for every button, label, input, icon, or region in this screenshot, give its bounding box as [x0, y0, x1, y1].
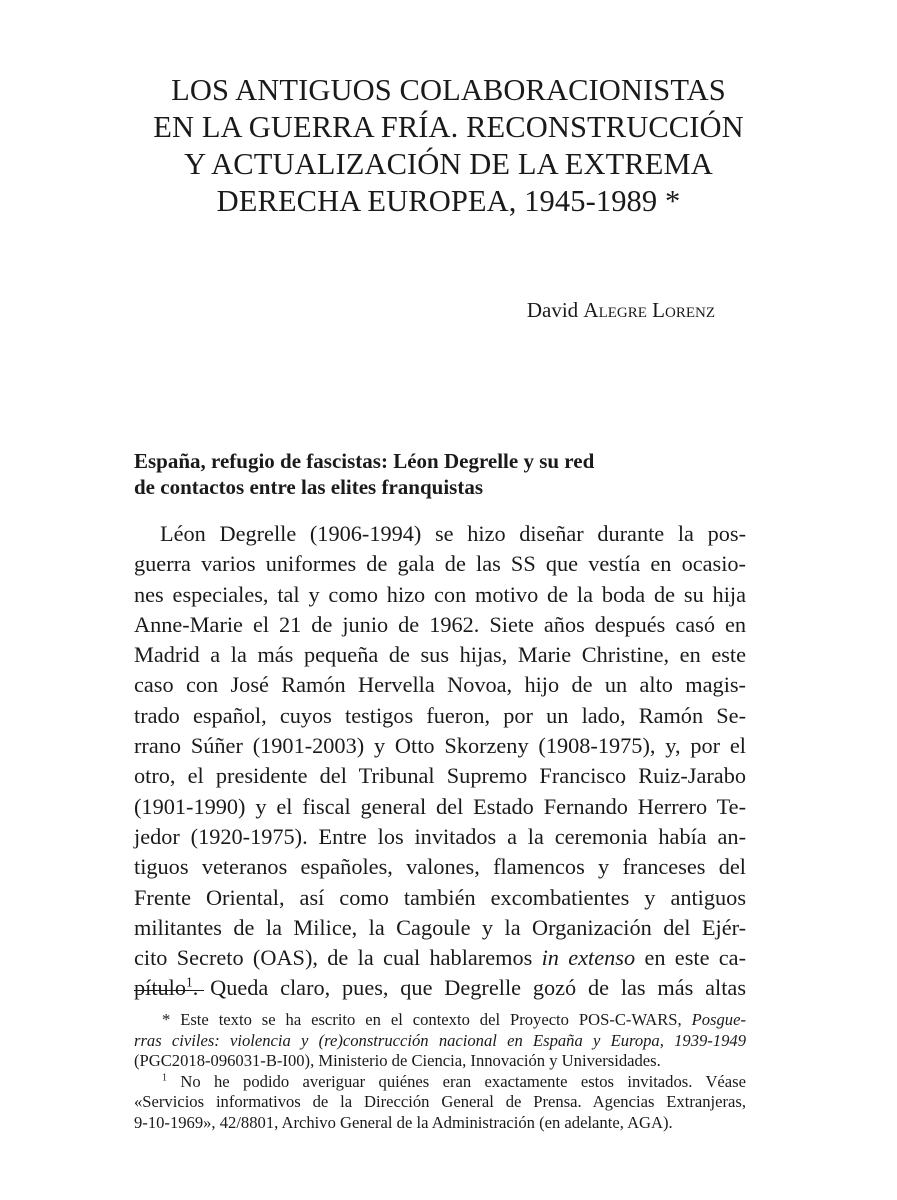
body-line: Anne-Marie el 21 de junio de 1962. Siete años después casó en [134, 611, 746, 637]
footnote-separator [134, 990, 204, 991]
body-line: Léon Degrelle (1906-1994) se hizo diseñar durante la pos- [160, 521, 746, 546]
body-line: Frente Oriental, así como también excombatientes y antiguos [134, 884, 746, 910]
body-text-fragment: cito Secreto (OAS), de la cual hablaremos [134, 945, 542, 971]
footnote-line [134, 1010, 746, 1031]
footnote-line: «Servicios informativos de la Dirección General de Prensa. Agencias Extranjeras, [134, 1092, 746, 1111]
title-footnote-mark: * [657, 184, 681, 218]
footnote-italic: Posgue- [691, 1010, 746, 1029]
body-line: rrano Súñer (1901-2003) y Otto Skorzeny (1908-1975), y, por el [134, 733, 746, 759]
body-line: jedor (1920-1975). Entre los invitados a la ceremonia había an- [134, 823, 746, 849]
title-line: Y ACTUALIZACIÓN DE LA EXTREMA [184, 147, 713, 181]
title-line: EN LA GUERRA FRÍA. RECONSTRUCCIÓN [153, 110, 744, 144]
body-line: nes especiales, tal y como hizo con motivo de la boda de su hija [134, 581, 746, 607]
body-line: otro, el presidente del Tribunal Supremo Francisco Ruiz-Jarabo [134, 763, 746, 789]
footnote-line: (PGC2018-096031-B-I00), Ministerio de Ciencia, Innovación y Universidades. [134, 1051, 661, 1070]
body-text-fragment: . Queda claro, pues, que Degrelle gozó de las más altas [192, 975, 746, 1001]
title-text: DERECHA EUROPEA, 1945-1989 [216, 184, 658, 218]
section-heading-line: España, refugio de fascistas: Léon Degrelle y su red [134, 449, 595, 473]
footnote-number: 1 [162, 1071, 167, 1083]
body-text-fragment: en este ca- [635, 945, 747, 971]
body-line [134, 943, 746, 973]
author-surname: Alegre Lorenz [583, 298, 715, 322]
footnote-reference[interactable]: 1 [186, 975, 193, 991]
body-line: caso con José Ramón Hervella Novoa, hijo de un alto magis- [134, 672, 746, 698]
footnotes [134, 1010, 746, 1133]
title-line [100, 183, 797, 220]
body-paragraph [134, 519, 746, 1004]
body-text-fragment: pítulo [134, 975, 187, 1001]
body-line: militantes de la Milice, la Cagoule y la Organización del Ejér- [134, 914, 746, 940]
section-heading [134, 448, 774, 500]
author-first-name: David [526, 298, 579, 322]
footnote-italic: rras civiles: violencia y (re)construcción nacional en España y Europa, 1939-1949 [134, 1030, 746, 1050]
title-line: LOS ANTIGUOS COLABORACIONISTAS [171, 73, 726, 107]
section-heading-line: de contactos entre las elites franquistas [134, 475, 483, 499]
body-line: (1901-1990) y el fiscal general del Estado Fernando Herrero Te- [134, 793, 746, 819]
footnote-line: 9-10-1969», 42/8801, Archivo General de la Administración (en adelante, AGA). [134, 1112, 673, 1132]
body-line: guerra varios uniformes de gala de las SS que vestía en ocasio- [134, 551, 746, 577]
italic-phrase: in extenso [541, 945, 636, 971]
footnote-line [134, 1031, 746, 1052]
body-line: tiguos veteranos españoles, valones, flamencos y franceses del [134, 854, 746, 880]
footnote-text: Este texto se ha escrito en el contexto del Proyecto POS-C-WARS, [170, 1010, 692, 1029]
footnote-line [134, 1072, 746, 1093]
footnote-text: No he podido averiguar quiénes eran exactamente estos invitados. Véase [166, 1071, 746, 1091]
body-line [134, 973, 746, 1003]
body-line: Madrid a la más pequeña de sus hijas, Marie Christine, en este [134, 642, 746, 668]
author-name [527, 298, 715, 323]
footnote-mark: * [162, 1010, 171, 1029]
chapter-title [100, 72, 797, 220]
body-line: trado español, cuyos testigos fueron, por un lado, Ramón Se- [134, 702, 746, 728]
